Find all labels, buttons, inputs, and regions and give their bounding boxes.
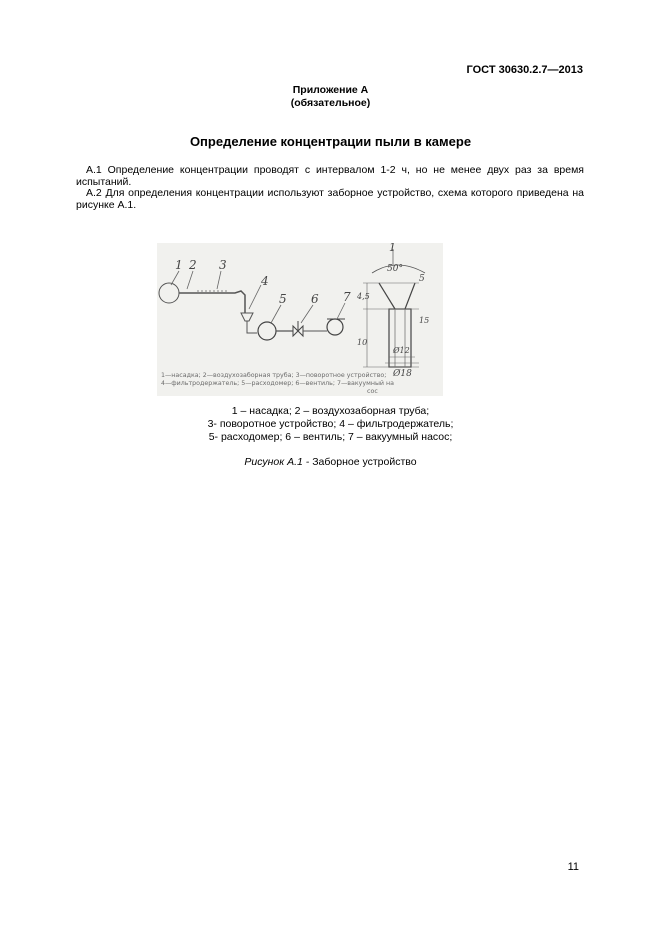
sampling-device-sketch: [157, 243, 443, 396]
label-detail-5: 5: [419, 274, 425, 284]
label-6: 6: [311, 292, 319, 306]
annex-status: (обязательное): [290, 97, 371, 109]
label-5: 5: [279, 292, 287, 306]
figure-sampling-device: [157, 243, 443, 396]
label-dim-b: 10: [357, 338, 368, 347]
label-dim-e: Ø18: [393, 369, 412, 379]
label-7: 7: [343, 290, 351, 304]
paragraph-a2: [76, 187, 584, 211]
paragraph-a1: [76, 164, 584, 188]
label-detail-1: 1: [389, 243, 396, 254]
paragraph-a1-text: А.1 Определение концентрации проводят с интервалом 1-2 ч, но не менее двух раз за время испытаний.: [76, 164, 584, 188]
section-heading: Определение концентрации пыли в камере: [189, 134, 472, 149]
label-dim-c: 15: [419, 316, 430, 325]
sketch-legend-line-2: 4—фильтродержатель; 5—расходомер; 6—вентиль; 7—вакуумный на: [161, 380, 395, 387]
figure-legend-line-1: 1 – насадка; 2 – воздухозаборная труба;: [231, 405, 430, 417]
figure-caption-label: Рисунок А.1 -: [244, 456, 310, 468]
annex-title: Приложение А: [292, 84, 369, 96]
label-1: 1: [175, 258, 183, 272]
label-dim-a: 4,5: [357, 292, 370, 301]
figure-legend-line-3: 5- расходомер; 6 – вентиль; 7 – вакуумный насос;: [208, 431, 453, 443]
figure-legend-line-2: 3- поворотное устройство; 4 – фильтродержатель;: [207, 418, 454, 430]
label-angle: 50°: [387, 264, 403, 274]
sketch-legend-line-3: сос: [367, 388, 378, 395]
label-2: 2: [189, 258, 197, 272]
sketch-legend-line-1: 1—насадка; 2—воздухозаборная труба; 3—поворотное устройство;: [161, 372, 387, 379]
label-4: 4: [261, 274, 269, 288]
figure-caption-text: Заборное устройство: [312, 456, 417, 468]
standard-code: ГОСТ 30630.2.7—2013: [466, 64, 583, 76]
page-number: 11: [567, 861, 579, 873]
figure-caption: [0, 456, 661, 468]
paragraph-a2-text: А.2 Для определения концентрации используют заборное устройство, схема которого приведена на рисунке А.1.: [76, 187, 584, 211]
label-3: 3: [219, 258, 227, 272]
label-dim-d: Ø12: [393, 346, 410, 355]
